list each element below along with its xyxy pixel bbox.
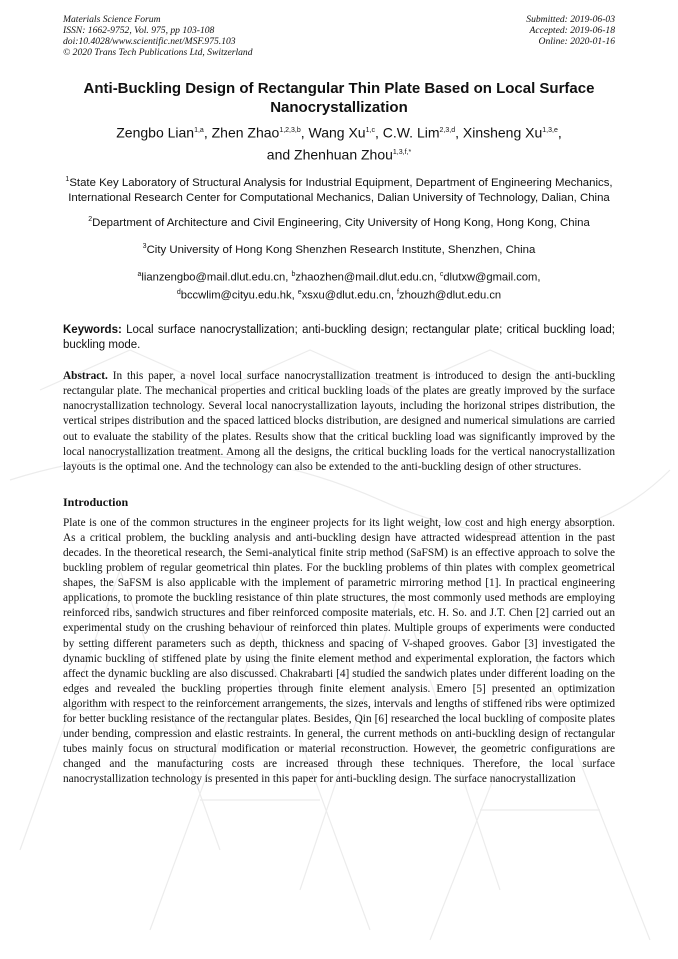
affiliation-2: $^2$Department of Architecture and Civil Engineering, City University of Hong Kong, Hong Kong, China <box>88 216 590 229</box>
email-link[interactable]: zhaozhen@mail.dlut.edu.cn <box>295 271 434 284</box>
email-link[interactable]: bccwlim@cityu.edu.hk <box>180 290 292 303</box>
issn-line: ISSN: 1662-9752, Vol. 975, pp 103-108 <box>63 25 215 36</box>
author-name: Zhen Zhao <box>211 124 280 141</box>
keywords-label: Keywords: <box>63 324 122 337</box>
author-name: C.W. Lim <box>382 124 440 141</box>
author-affiliation-mark: 1,3,f,* <box>392 148 412 156</box>
journal-info <box>63 14 253 58</box>
author-affiliation-mark: 2,3,d <box>439 127 456 134</box>
online-date: Online: 2020-01-16 <box>538 36 615 47</box>
author-affiliation-mark: 1,2,3,b <box>279 127 301 134</box>
keywords-text: Local surface nanocrystallization; anti-buckling design; rectangular plate; critical buckling load; buckling mode. <box>63 324 615 352</box>
publication-header <box>63 14 615 58</box>
doi-link[interactable]: doi:10.4028/www.scientific.net/MSF.975.103 <box>63 36 236 47</box>
abstract-section <box>63 369 615 475</box>
abstract-text: In this paper, a novel local surface nanocrystallization treatment is introduced to design the anti-buckling rectangular plate. The mechanical properties and critical buckling loads of the plates are greatly improved by the surface nanocrystallization technology. Several local nanocrystallization layouts, including the horizonal stripes distribution, the vertical stripes distribution and the spaced latticed blocks distribution, are designed and numerical simulations are carried out to evaluate the stability of the plates. Results show that the critical buckling load was significantly improved by the local nanocrystallization treatment. Among all the designs, the critical buckling loads for the vertical nanocrystallization layouts is the optimal one. And the technology can also be extended to the anti-buckling design of other structures. <box>63 370 615 473</box>
email-link[interactable]: xsxu@dlut.edu.cn <box>301 290 391 303</box>
email-link[interactable]: dlutxw@gmail.com <box>443 271 538 284</box>
paper-title: Anti-Buckling Design of Rectangular Thin Plate Based on Local Surface Nanocrystallization <box>83 80 595 116</box>
keywords-section <box>63 323 615 353</box>
accepted-date: Accepted: 2019-06-18 <box>529 25 615 36</box>
author-name: Wang Xu <box>308 124 366 141</box>
copyright-line: © 2020 Trans Tech Publications Ltd, Switzerland <box>63 47 253 58</box>
page-content <box>63 14 615 788</box>
abstract-label: Abstract. <box>63 370 108 383</box>
date-info <box>526 14 615 58</box>
section-heading-introduction: Introduction <box>63 494 129 509</box>
author-name: Zengbo Lian <box>116 124 195 141</box>
email-link[interactable]: zhouzh@dlut.edu.cn <box>398 290 502 303</box>
email-list: $^a$lianzengbo@mail.dlut.edu.cn, $^b$zhaozhen@mail.dlut.edu.cn, $^c$dlutxw@gmail.com, $^d$bccwlim@cityu.edu.hk, $^e$xsxu@dlut.edu.cn, $^f$zhouzh@dlut.edu.cn <box>137 270 541 303</box>
journal-name: Materials Science Forum <box>63 14 161 25</box>
author-affiliation-mark: 1,3,e <box>542 127 558 134</box>
submitted-date: Submitted: 2019-06-03 <box>526 14 615 25</box>
affiliation-3: $^3$City University of Hong Kong Shenzhen Research Institute, Shenzhen, China <box>142 242 536 256</box>
introduction-text: Plate is one of the common structures in the engineer projects for its light weight, low cost and high energy absorption. As a critical problem, the buckling analysis and anti-buckling design have attracted widespread attention in the past decades. In the theoretical research, the Semi-analytical finite strip method (SaFSM) is an effective approach to solve the buckling problem of regular geometrical thin plates. For the buckling problems of thin plates with complex geometrical shapes, the SaFSM is also applicable with the implement of parametric mirroring method [1]. In practical engineering applications, to promote the buckling resistance of thin plate structures, the most commonly used methods are employing reinforced ribs, sandwich structures and fiber reinforced composite materials, etc. H. So. and J.T. Chen [2] carried out an experimental study on the crushing behaviour of reinforced thin plates. Multiple groups of experiments were conducted by setting different parameters such as depth, thickness and spacing of V-shaped grooves. Gabor [3] investigated the dynamic buckling of stiffened plate by using the finite element method and experimental exploration, the factors which affect the dynamic buckling are also discussed. Chakrabarti [4] studied the sandwich plates under different loading on the edges and revealed the buckling properties through finite element analysis. Emero [5] presented an optimization algorithm with respect to the reinforcement arrangements, the sizes, intervals and lengths of stiffened ribs were optimized for better buckling resistance of the rectangular plates. Besides, Qin [6] researched the local buckling of composite plates under bending, compression and elastic restraints. In general, the current methods on anti-buckling design of rectangular tubes mainly focus on structural modification or material reconstruction. However, the geometric configurations are changed and the manufacturing costs are increased through these techniques. Therefore, the local surface nanocrystallization technology is presented in this paper for anti-buckling design. The surface nanocrystallization <box>63 516 615 786</box>
affiliation-1: $^1$State Key Laboratory of Structural Analysis for Industrial Equipment, Department of Engineering Mechanics, International Research Center for Computational Mechanics, Dalian University of Technology, Dalian, China <box>65 176 613 205</box>
author-name: Xinsheng Xu <box>462 124 543 141</box>
author-affiliation-mark: 1,c <box>365 127 375 134</box>
author-affiliation-mark: 1,a <box>194 127 204 134</box>
email-link[interactable]: lianzengbo@mail.dlut.edu.cn <box>141 271 286 284</box>
author-name: Zhenhuan Zhou <box>294 146 393 163</box>
author-list: Zengbo Lian$^{1,a}$, Zhen Zhao$^{1,2,3,b}$, Wang Xu$^{1,c}$, C.W. Lim$^{2,3,d}$, Xinsheng Xu$^{1,3,e}$, and Zhenhuan Zhou$^{1,3,f,*}$ <box>116 124 562 163</box>
